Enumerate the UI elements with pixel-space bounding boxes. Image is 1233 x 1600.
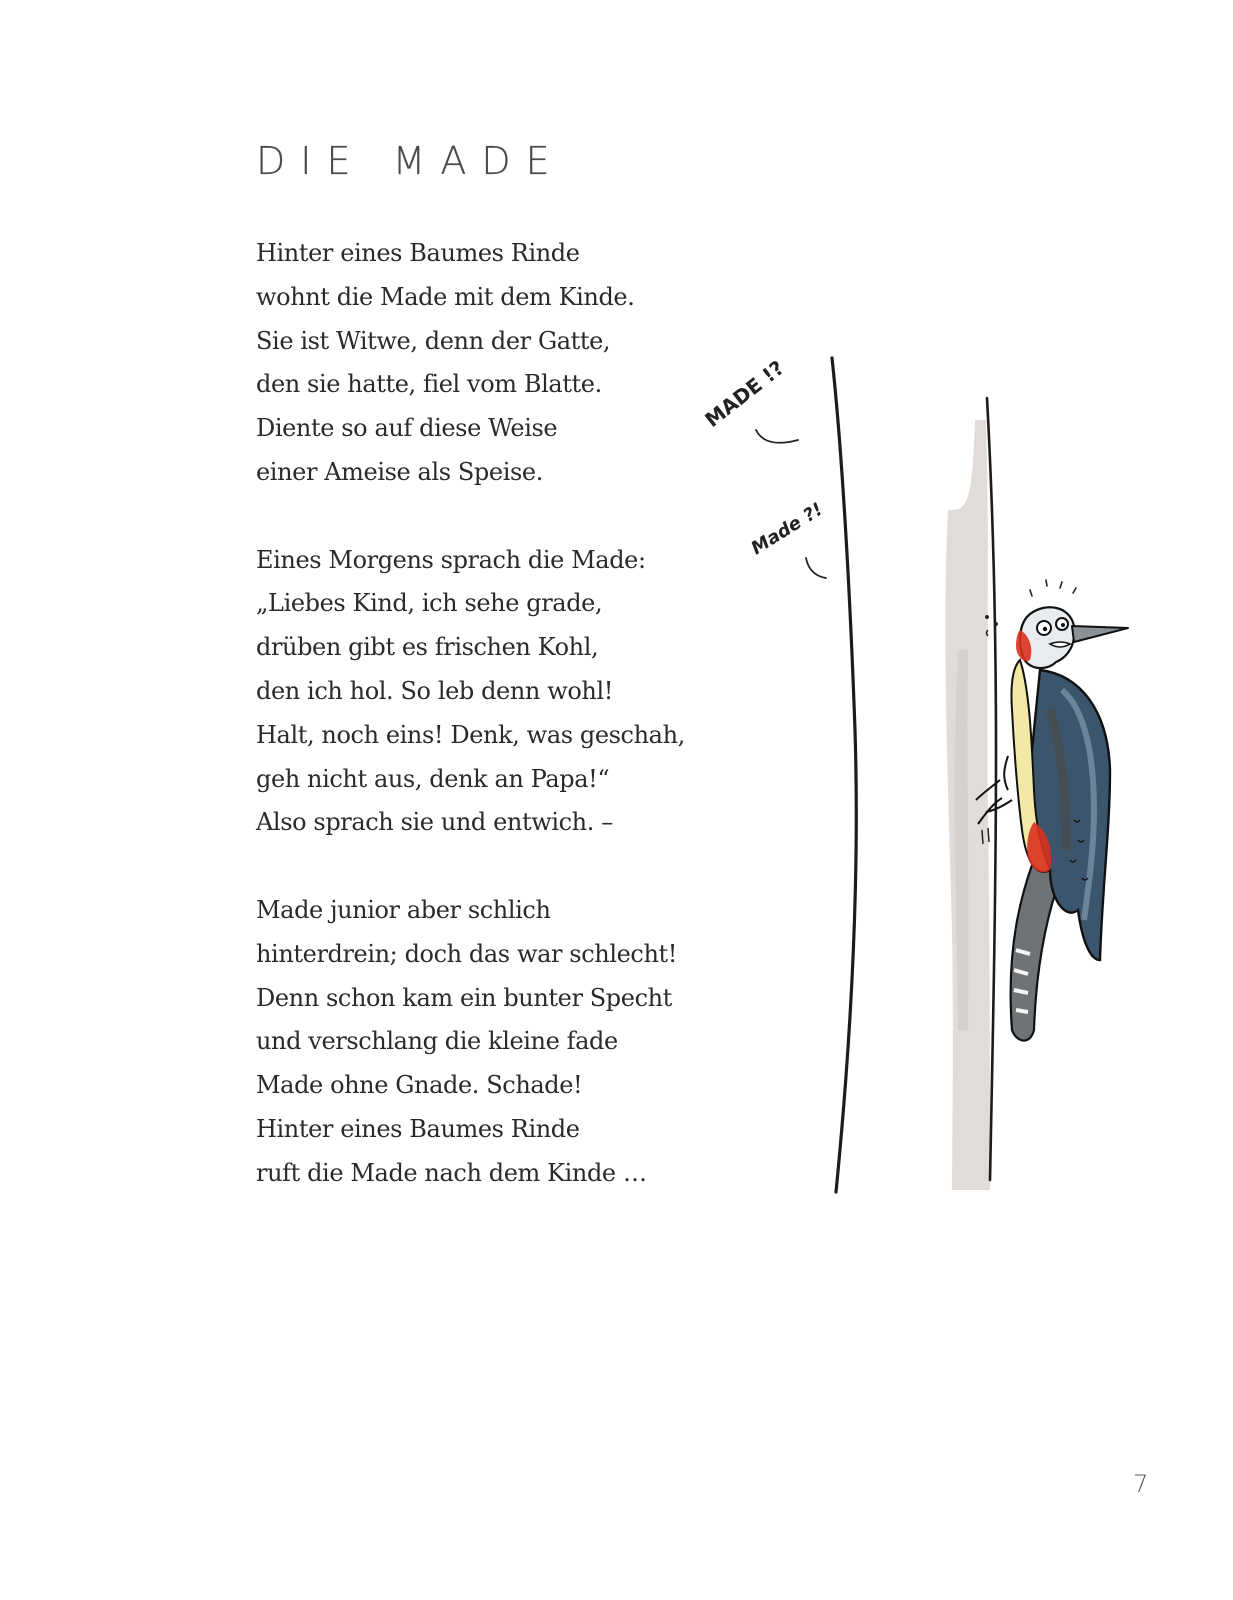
poem-line: Halt, noch eins! Denk, was geschah, [256, 720, 685, 749]
page-number: 7 [1133, 1470, 1149, 1498]
poem-line: ruft die Made nach dem Kinde … [256, 1158, 647, 1187]
poem-line: Also sprach sie und entwich. – [256, 808, 613, 837]
poem-line: Hinter eines Baumes Rinde [256, 1114, 580, 1143]
stanza-3 [256, 889, 726, 1196]
poem-line: Made ohne Gnade. Schade! [256, 1071, 583, 1100]
speech-made-1 [700, 356, 788, 432]
woodpecker-icon [976, 607, 1128, 1040]
poem-line: hinterdrein; doch das war schlecht! [256, 939, 677, 968]
poem-line: den ich hol. So leb denn wohl! [256, 676, 613, 705]
poem-line: den sie hatte, fiel vom Blatte. [256, 370, 602, 399]
svg-text:Made ?!: Made ?! [747, 498, 827, 560]
poem-line: Diente so auf diese Weise [256, 414, 558, 443]
poem-line: Sie ist Witwe, denn der Gatte, [256, 326, 611, 355]
poem-line: „Liebes Kind, ich sehe grade, [256, 589, 603, 618]
stanza-1 [256, 232, 726, 495]
poem-body [256, 232, 726, 1239]
woodpecker-illustration [690, 330, 1150, 1210]
poem-line: drüben gibt es frischen Kohl, [256, 633, 599, 662]
poem-line: Made junior aber schlich [256, 895, 551, 924]
poem-line: wohnt die Made mit dem Kinde. [256, 282, 635, 311]
poem-line: und verschlang die kleine fade [256, 1027, 618, 1056]
shock-marks-icon [1030, 580, 1076, 596]
poem-line: einer Ameise als Speise. [256, 457, 543, 486]
poem-title: DIE MADE [256, 139, 565, 183]
tree-left-edge [832, 358, 856, 1192]
svg-text:MADE !?: MADE !? [700, 355, 789, 432]
stanza-2 [256, 539, 726, 846]
poem-line: Hinter eines Baumes Rinde [256, 239, 580, 267]
speech-made-2 [748, 499, 827, 559]
poem-line: Eines Morgens sprach die Made: [256, 545, 646, 574]
poem-line: Denn schon kam ein bunter Specht [256, 983, 672, 1012]
poem-line: geh nicht aus, denk an Papa!“ [256, 764, 610, 793]
